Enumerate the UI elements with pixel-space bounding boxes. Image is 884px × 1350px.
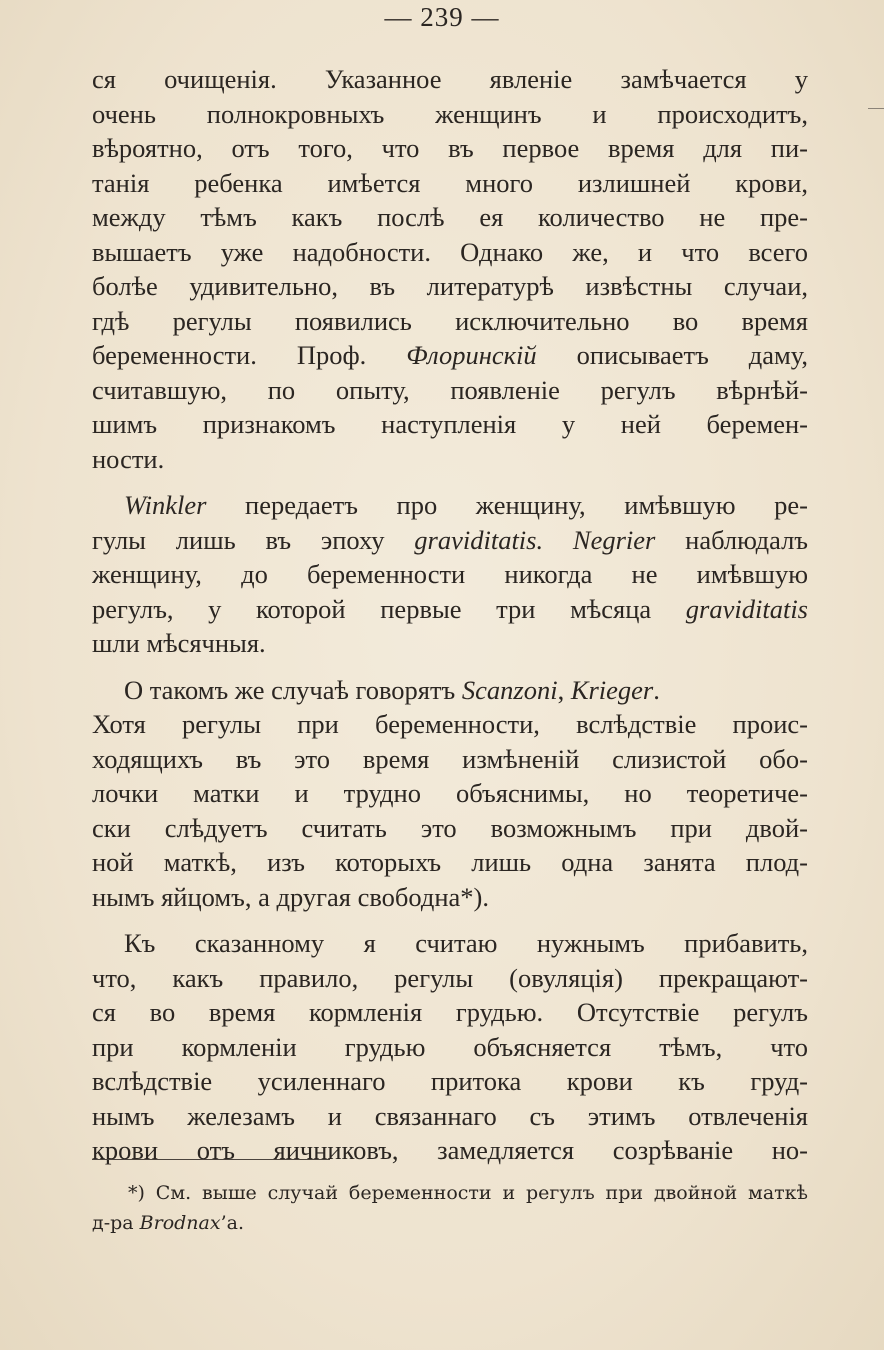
author-name: Флоринскій xyxy=(406,340,537,370)
text-line: Хотя регулы при беременности, вслѣдствіе проис- xyxy=(92,709,808,739)
text-line: Къ сказанному я считаю нужнымъ прибавить, xyxy=(124,928,808,958)
text-run: д-ра xyxy=(92,1212,140,1234)
footnote-line xyxy=(92,1208,808,1238)
text-line: нымъ яйцомъ, а другая свободна*). xyxy=(92,881,490,912)
text-line: болѣе удивительно, въ литературѣ извѣстны случаи, xyxy=(92,271,808,301)
text-line: ходящихъ въ это время измѣненій слизистой обо- xyxy=(92,743,808,774)
text-run: наблюдалъ xyxy=(655,524,809,555)
text-line xyxy=(92,592,808,627)
text-line: танія ребенка имѣется много излишней крови, xyxy=(92,167,808,198)
text-line: нымъ железамъ и связаннаго съ этимъ отвлеченія xyxy=(92,1100,808,1131)
text-line xyxy=(92,673,808,708)
text-line: вѣроятно, отъ того, что въ первое время для пи- xyxy=(92,133,808,163)
footnote-divider xyxy=(92,1159,330,1160)
text-line: очень полнокровныхъ женщинъ и происходитъ, xyxy=(92,98,808,129)
text-line: вышаетъ уже надобности. Однако же, и что всего xyxy=(92,236,808,267)
text-line: лочки матки и трудно объяснимы, но теоретиче- xyxy=(92,778,808,808)
author-name: Negrier xyxy=(572,524,656,555)
text-line: ся во время кормленія грудью. Отсутствіе регулъ xyxy=(92,997,808,1027)
text-line: при кормленіи грудью объясняется тѣмъ, что xyxy=(92,1031,808,1062)
footnote-line: *) См. выше случай беременности и регулъ при двойной маткѣ xyxy=(128,1182,808,1204)
text-line xyxy=(92,523,808,558)
body-text xyxy=(92,62,808,1168)
text-line: ски слѣдуетъ считать это возможнымъ при двой- xyxy=(92,812,808,843)
text-run xyxy=(543,525,573,555)
text-line xyxy=(92,338,808,373)
text-line: ся очищенія. Указанное явленіе замѣчается у xyxy=(92,64,808,94)
text-line: ной маткѣ, изъ которыхъ лишь одна занята плод- xyxy=(92,847,808,877)
text-line xyxy=(92,488,808,523)
text-line: между тѣмъ какъ послѣ ея количество не пре- xyxy=(92,202,808,232)
text-run: регулъ, у которой первые три мѣсяца xyxy=(92,593,686,624)
text-line: шли мѣсячныя. xyxy=(92,628,266,658)
text-run: . xyxy=(653,674,660,705)
text-line: вслѣдствіе усиленнаго притока крови къ груд- xyxy=(92,1066,808,1096)
text-run: описываетъ даму, xyxy=(536,340,808,370)
text-run: гулы лишь въ эпоху xyxy=(92,524,415,555)
latin-term: graviditatis. xyxy=(414,524,544,555)
text-run: О такомъ же случаѣ говорятъ xyxy=(124,674,462,705)
text-line: гдѣ регулы появились исключительно во время xyxy=(92,305,808,336)
author-name: Krieger xyxy=(570,674,654,705)
text-line: крови отъ яичниковъ, замедляется созрѣваніе но- xyxy=(92,1135,808,1165)
text-run: ’а. xyxy=(220,1212,245,1234)
author-name: Scanzoni xyxy=(461,674,558,705)
page-number: — 239 — xyxy=(384,2,500,32)
latin-term: graviditatis xyxy=(685,593,808,624)
text-line: считавшую, по опыту, появленіе регулъ вѣрнѣй- xyxy=(92,374,808,405)
text-line: женщину, до беременности никогда не имѣвшую xyxy=(92,559,808,589)
text-line: шимъ признакомъ наступленія у ней беремен- xyxy=(92,409,808,439)
author-name: Brodnax xyxy=(139,1212,221,1234)
text-line: что, какъ правило, регулы (овуляція) прекращают- xyxy=(92,962,808,993)
edge-mark xyxy=(868,108,884,109)
text-run: передаетъ про женщину, имѣвшую ре- xyxy=(206,490,808,520)
text-run: беременности. Проф. xyxy=(92,340,407,370)
text-line: ности. xyxy=(92,443,165,474)
text-run: , xyxy=(557,674,571,705)
footnote xyxy=(92,1178,808,1238)
author-name: Winkler xyxy=(124,490,207,520)
